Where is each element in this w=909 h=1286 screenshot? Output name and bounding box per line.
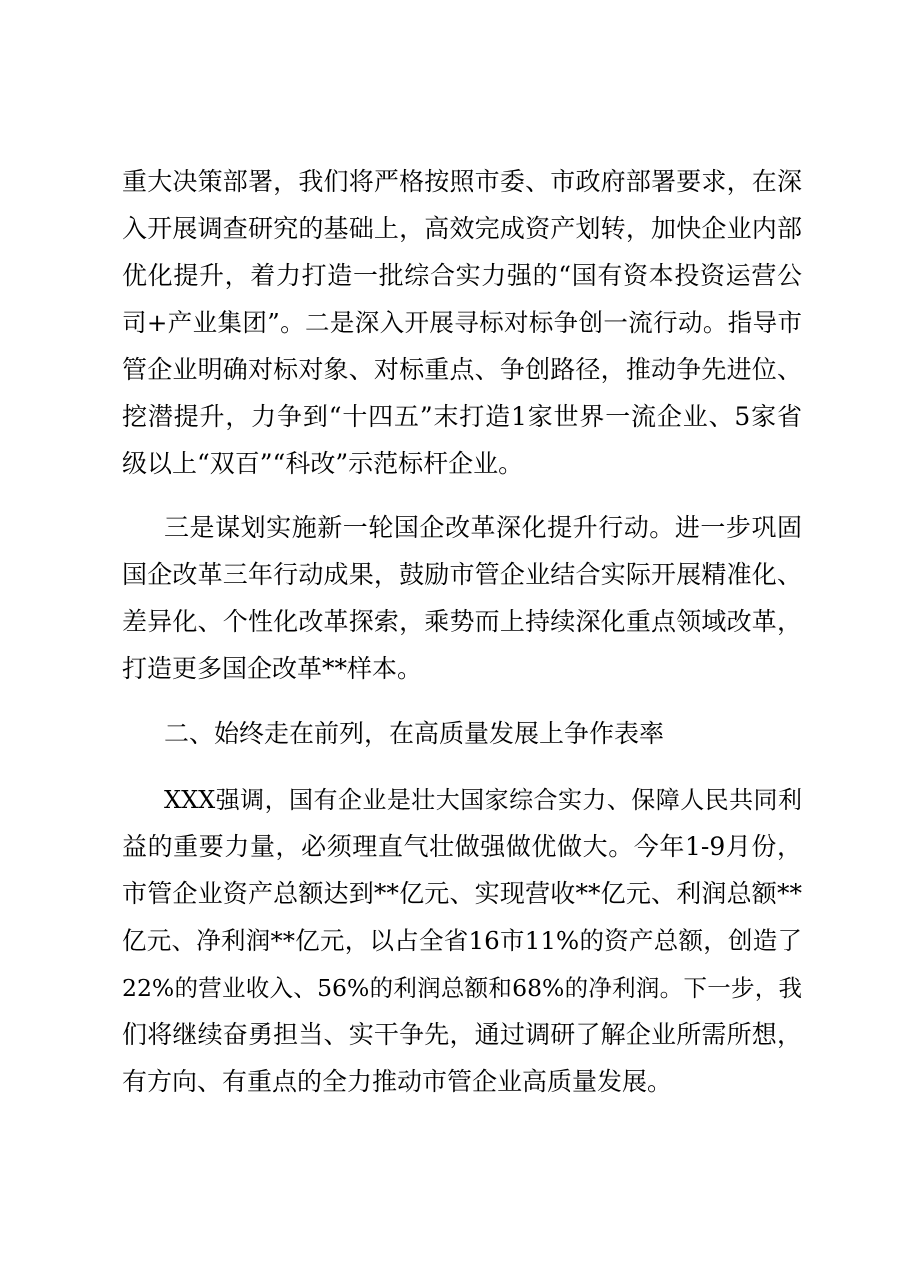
paragraph-4-line-5: 22%的营业收入、56%的利润总额和68%的净利润。下一步，我: [122, 974, 802, 1002]
paragraph-4-line-7: 有方向、有重点的全力推动市管企业高质量发展。: [122, 1067, 673, 1096]
section-heading: 二、始终走在前列，在高质量发展上争作表率: [164, 719, 665, 748]
paragraph-1-line-4: 司+产业集团”。二是深入开展寻标对标争创一流行动。指导市: [122, 308, 802, 337]
paragraph-2-line-4: 打造更多国企改革**样本。: [122, 654, 423, 683]
paragraph-4-line-1: XXX强调，国有企业是壮大国家综合实力、保障人民共同利: [164, 786, 802, 814]
paragraph-1-line-7: 级以上“双百”“科改”示范标杆企业。: [122, 449, 524, 478]
paragraph-2-line-3: 差异化、个性化改革探索，乘势而上持续深化重点领域改革，: [122, 607, 802, 636]
paragraph-1-line-2: 入开展调查研究的基础上，高效完成资产划转，加快企业内部: [122, 214, 802, 243]
paragraph-4-line-2: 益的重要力量，必须理直气壮做强做优做大。今年1-9月份，: [122, 832, 802, 861]
paragraph-4-line-6: 们将继续奋勇担当、实干争先，通过调研了解企业所需所想，: [122, 1020, 802, 1049]
paragraph-4-line-4: 亿元、净利润**亿元，以占全省16市11%的资产总额，创造了: [122, 926, 802, 955]
paragraph-1-line-1: 重大决策部署，我们将严格按照市委、市政府部署要求，在深: [122, 167, 802, 196]
paragraph-2-line-2: 国企改革三年行动成果，鼓励市管企业结合实际开展精准化、: [122, 560, 802, 589]
paragraph-2-line-1: 三是谋划实施新一轮国企改革深化提升行动。进一步巩固: [164, 513, 802, 542]
paragraph-1-line-6: 挖潜提升，力争到“十四五”末打造1家世界一流企业、5家省: [122, 402, 802, 431]
paragraph-1-line-3: 优化提升，着力打造一批综合实力强的“国有资本投资运营公: [122, 261, 802, 290]
paragraph-1-line-5: 管企业明确对标对象、对标重点、争创路径，推动争先进位、: [122, 355, 802, 384]
paragraph-4-line-3: 市管企业资产总额达到**亿元、实现营收**亿元、利润总额**: [122, 879, 802, 908]
